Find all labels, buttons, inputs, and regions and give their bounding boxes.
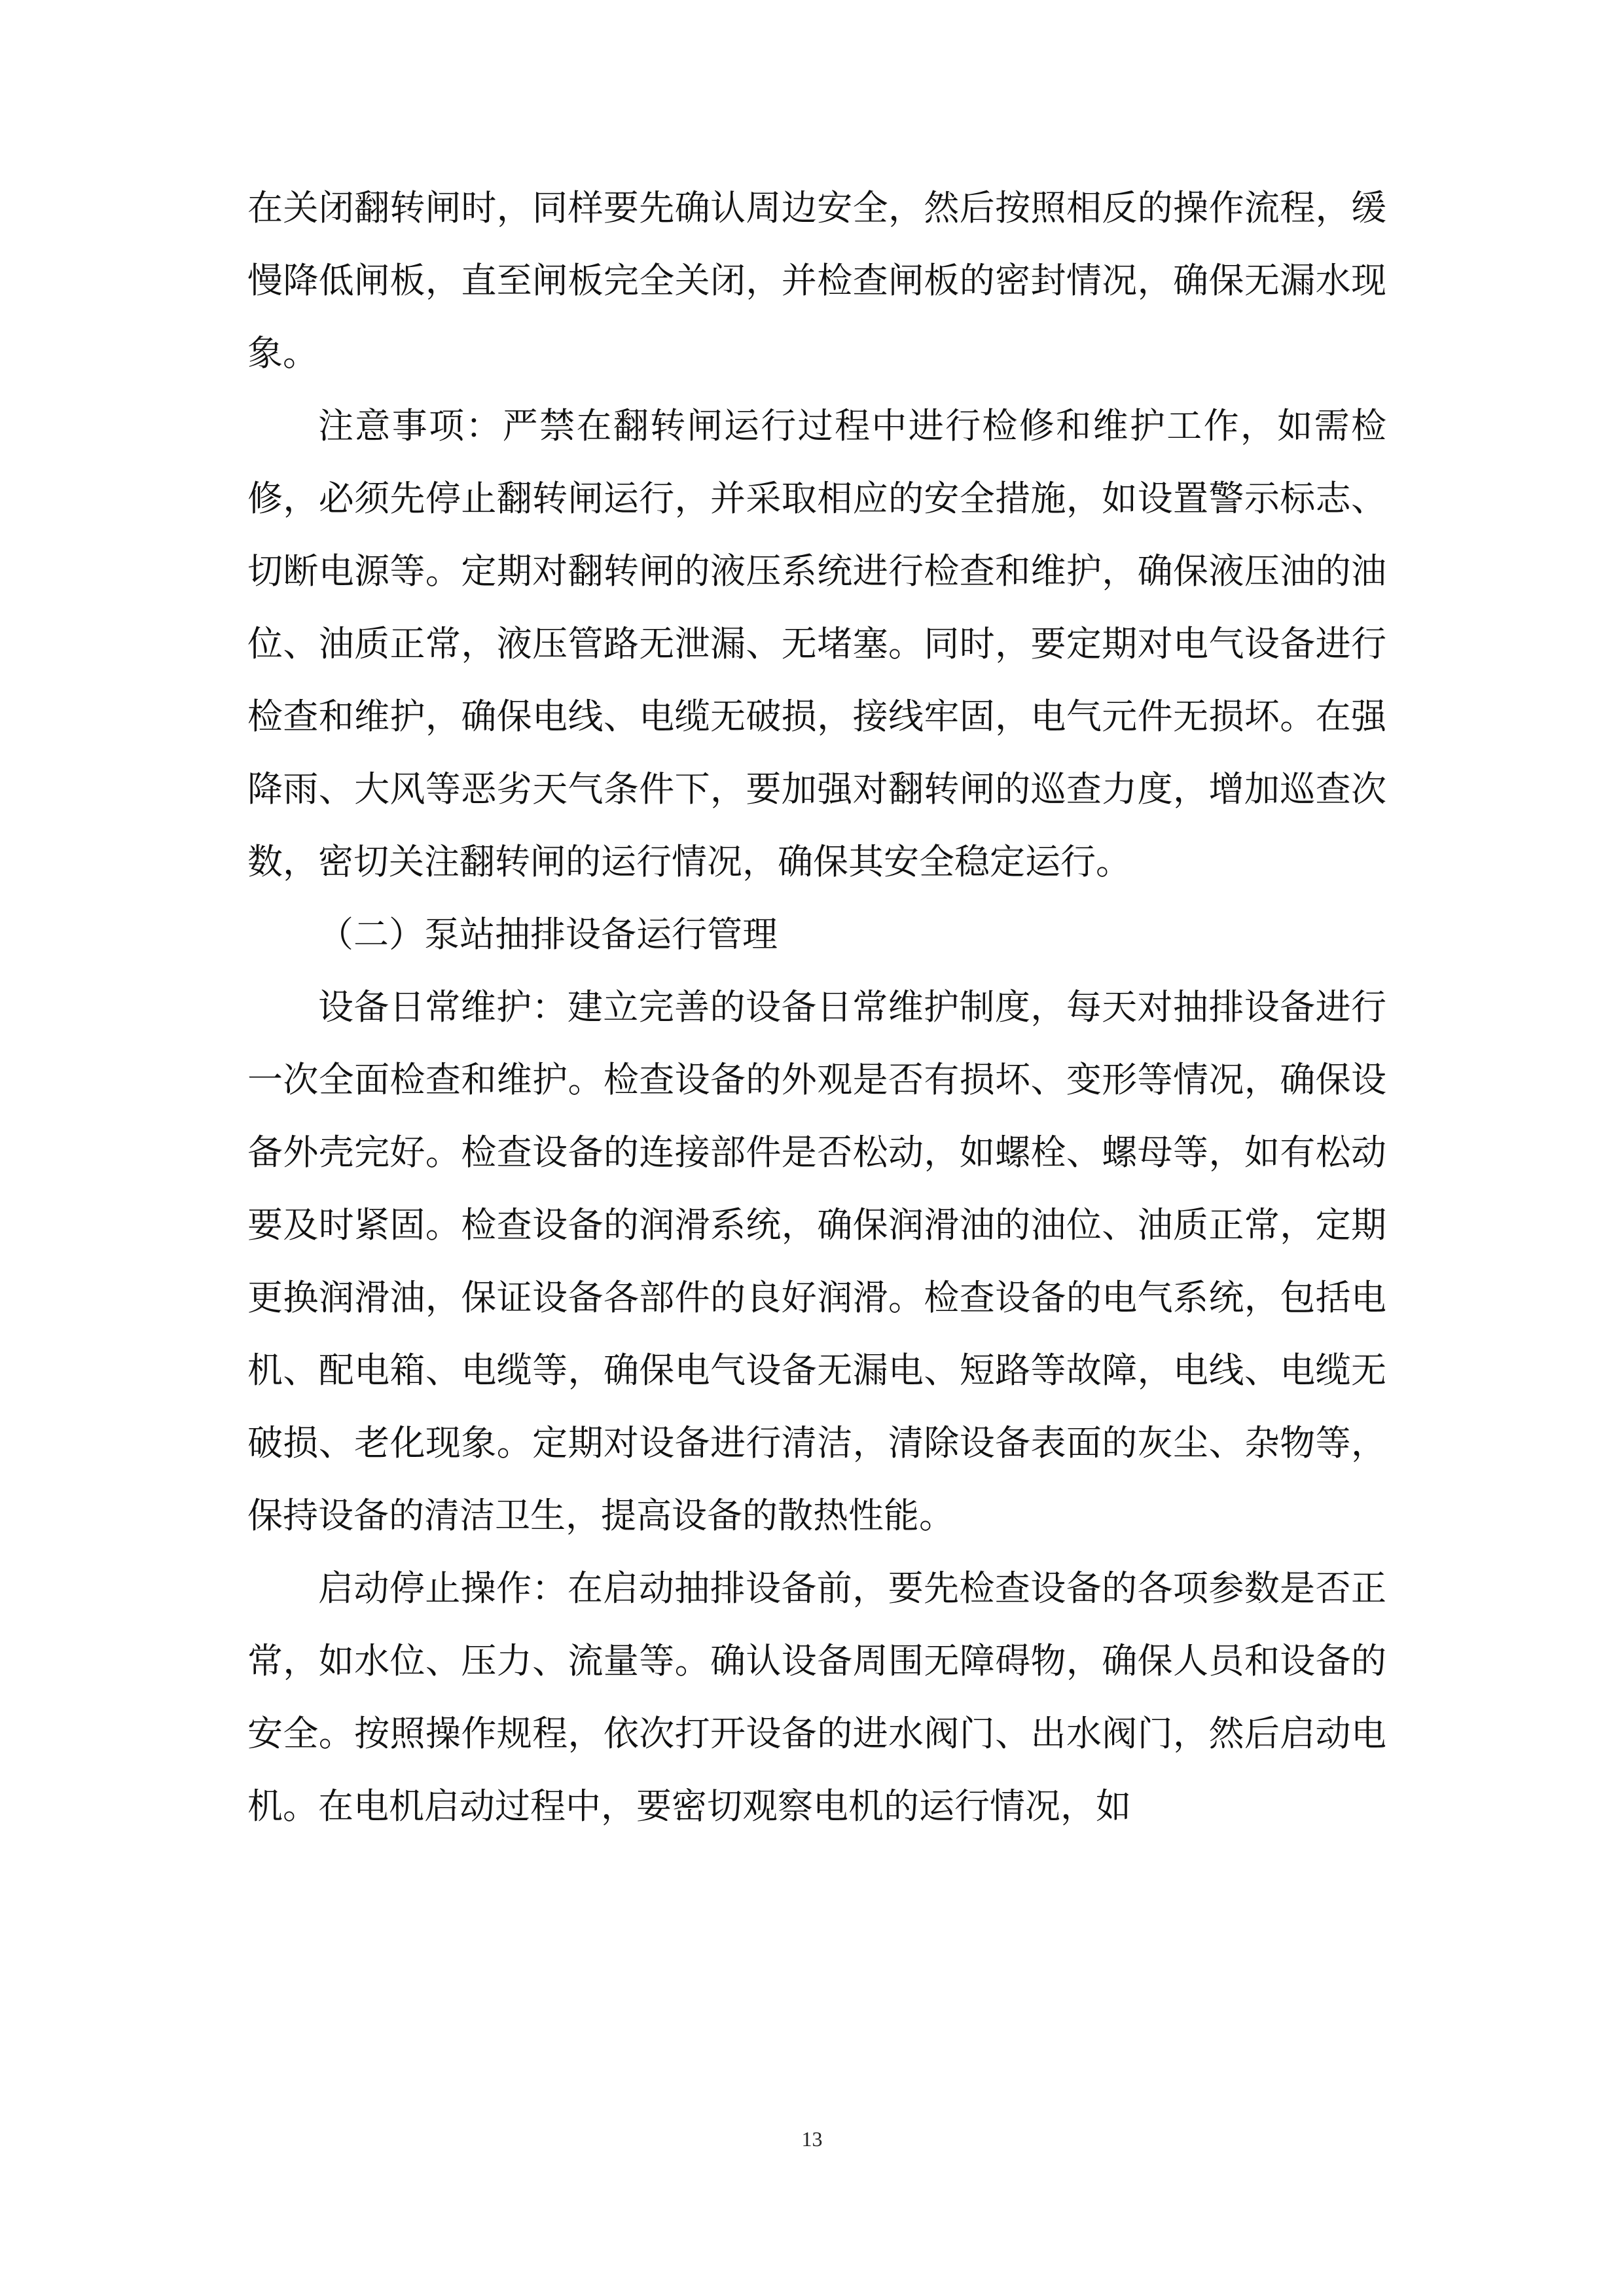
paragraph-precautions: 注意事项：严禁在翻转闸运行过程中进行检修和维护工作，如需检修，必须先停止翻转闸运行，并采取相应的安全措施，如设置警示标志、切断电源等。定期对翻转闸的液压系统进行检查和维护，确保液压油的油位、油质正常，液压管路无泄漏、无堵塞。同时，要定期对电气设备进行检查和维护，确保电线、电缆无破损，接线牢固，电气元件无损坏。在强降雨、大风等恶劣天气条件下，要加强对翻转闸的巡查力度，增加巡查次数，密切关注翻转闸的运行情况，确保其安全稳定运行。: [247, 405, 1386, 882]
page-number: 13: [801, 2127, 823, 2151]
body-text: [247, 171, 1386, 1842]
section-heading-pump-station: （二）泵站抽排设备运行管理: [318, 914, 778, 955]
paragraph-daily-maintenance: 设备日常维护：建立完善的设备日常维护制度，每天对抽排设备进行一次全面检查和维护。检查设备的外观是否有损坏、变形等情况，确保设备外壳完好。检查设备的连接部件是否松动，如螺栓、螺母等，如有松动要及时紧固。检查设备的润滑系统，确保润滑油的油位、油质正常，定期更换润滑油，保证设备各部件的良好润滑。检查设备的电气系统，包括电机、配电箱、电缆等，确保电气设备无漏电、短路等故障，电线、电缆无破损、老化现象。定期对设备进行清洁，清除设备表面的灰尘、杂物等，保持设备的清洁卫生，提高设备的散热性能。: [247, 986, 1386, 1536]
paragraph-start-stop-operation: 启动停止操作：在启动抽排设备前，要先检查设备的各项参数是否正常，如水位、压力、流量等。确认设备周围无障碍物，确保人员和设备的安全。按照操作规程，依次打开设备的进水阀门、出水阀门，然后启动电机。在电机启动过程中，要密切观察电机的运行情况，如: [247, 1568, 1386, 1827]
paragraph-closing-flip-gate: 在关闭翻转闸时，同样要先确认周边安全，然后按照相反的操作流程，缓慢降低闸板，直至闸板完全关闭，并检查闸板的密封情况，确保无漏水现象。: [247, 187, 1386, 374]
